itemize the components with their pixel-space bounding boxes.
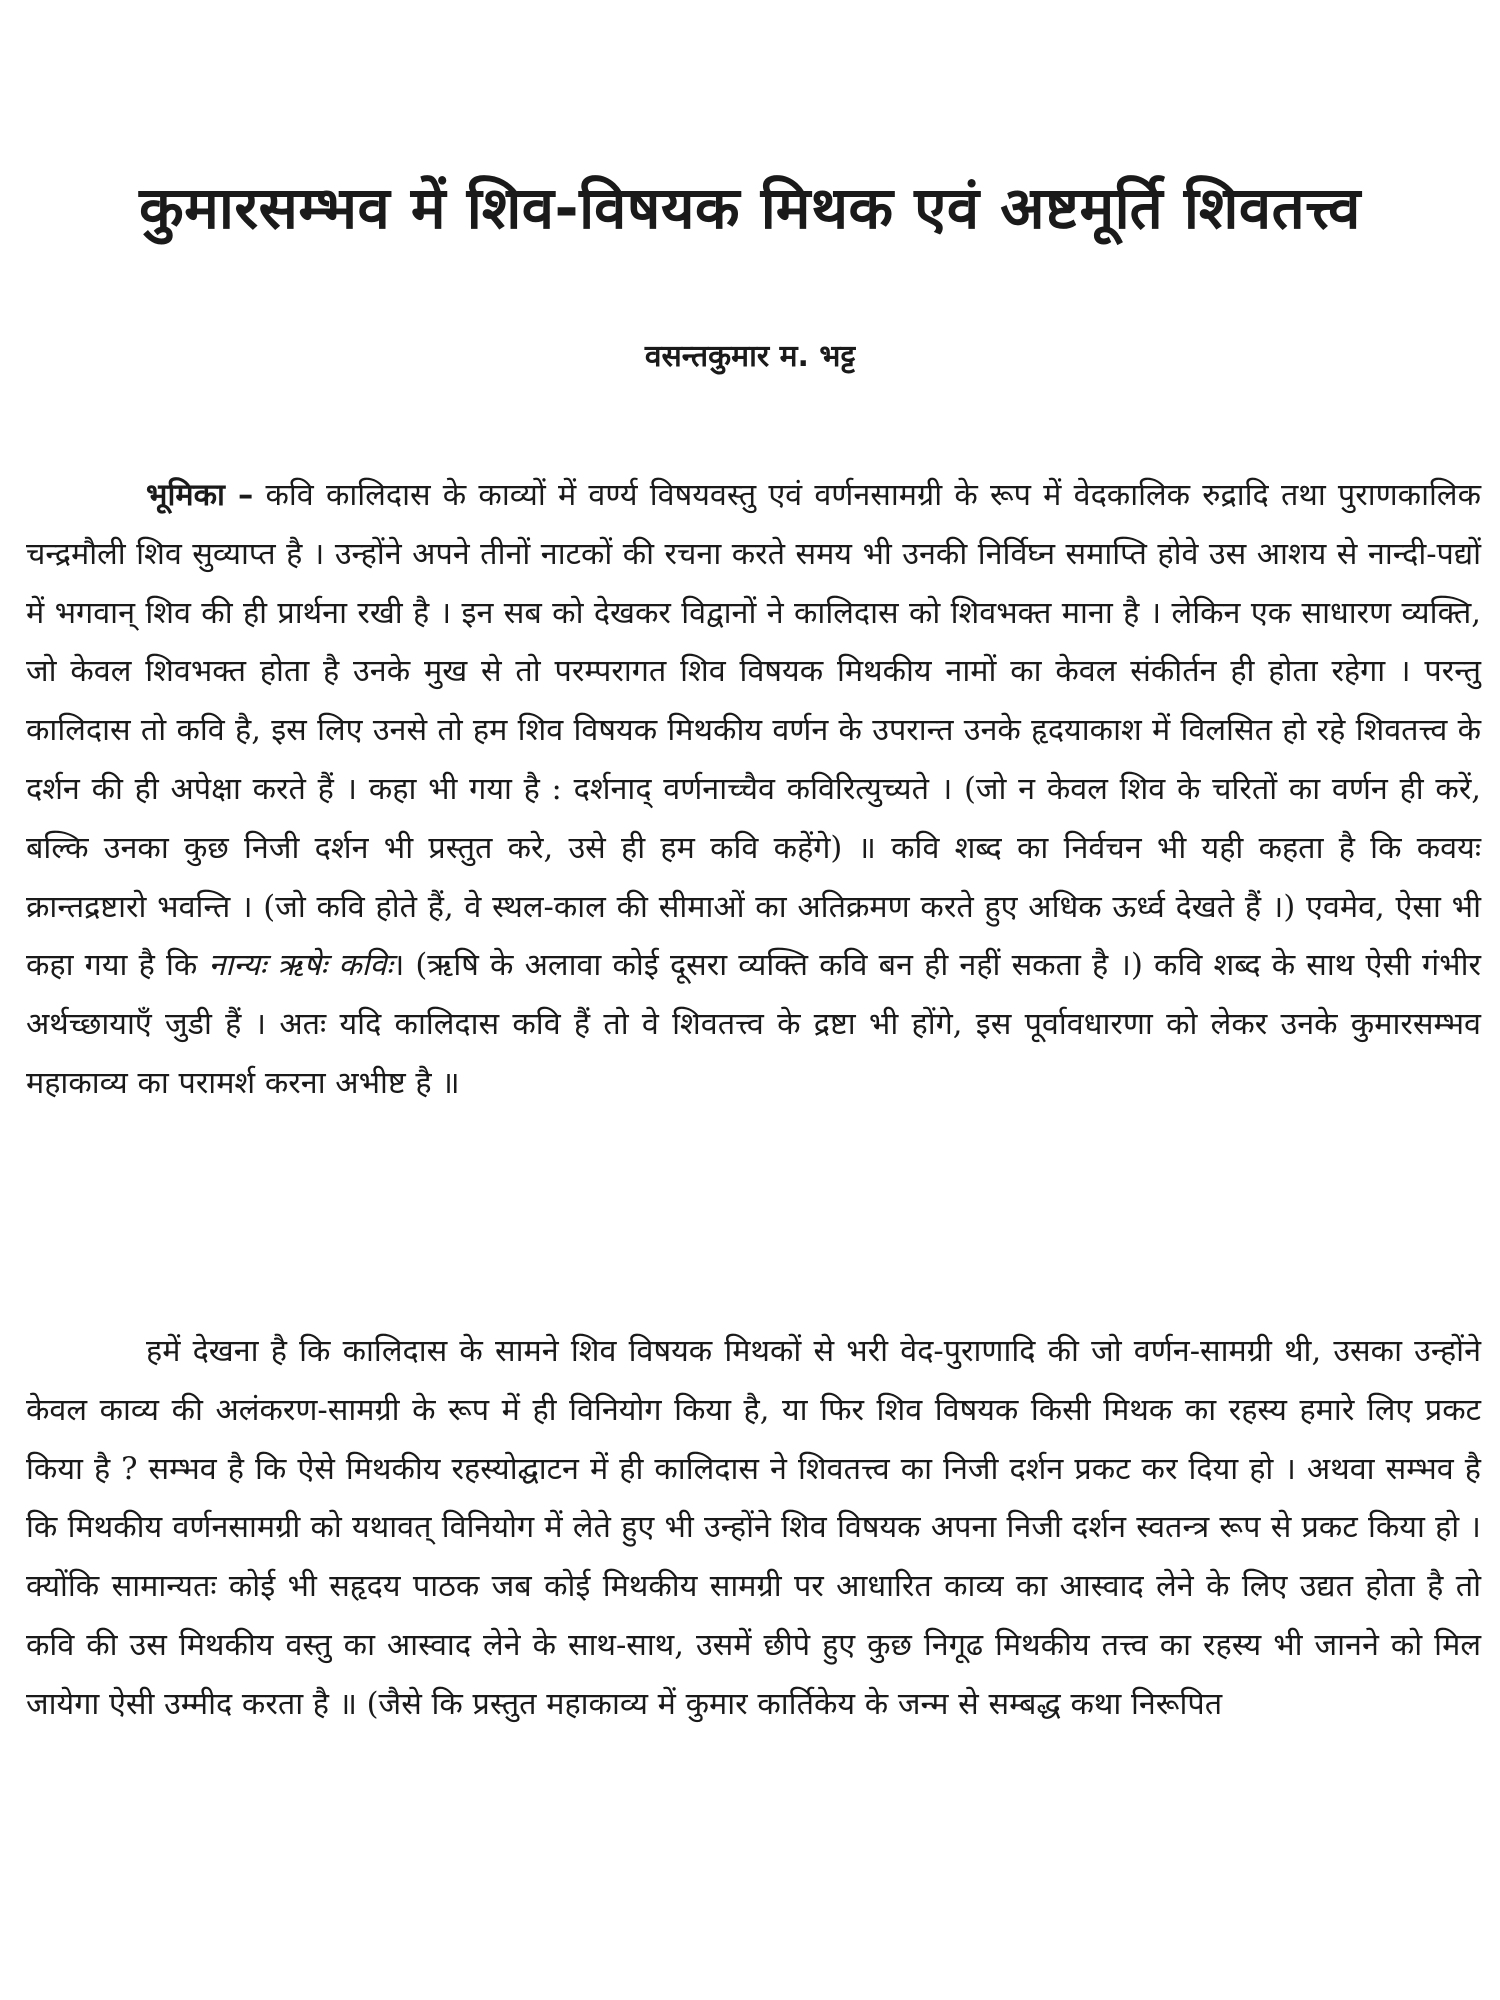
paragraph-text: कवि कालिदास के काव्यों में वर्ण्य विषयवस्तु एवं वर्णनसामग्री के रूप में वेदकालिक रुद्रादि तथा पुराणकालिक चन्द्रमौली शिव सुव्याप्त है । उन्होंने अपने तीनों नाटकों की रचना करते समय भी उनकी निर्विघ्न समाप्ति होवे उस आशय से नान्दी-पद्यों में भगवान् शिव की ही प्रार्थना रखी है । इन सब को देखकर विद्वानों ने कालिदास को शिवभक्त माना है । लेकिन एक साधारण व्यक्ति, जो केवल शिवभक्त होता है उनके मुख से तो परम्परागत शिव विषयक मिथकीय नामों का केवल संकीर्तन ही होता रहेगा । परन्तु कालिदास तो कवि है, इस लिए उनसे तो हम शिव विषयक मिथकीय वर्णन के उपरान्त उनके हृदयाकाश में विलसित हो रहे शिवतत्त्व के दर्शन की ही अपेक्षा करते हैं । कहा भी गया है : दर्शनाद् वर्णनाच्चैव कविरित्युच्यते । (जो न केवल शिव के चरितों का वर्णन ही करें, बल्कि उनका कुछ निजी दर्शन भी प्रस्तुत करे, उसे ही हम कवि कहेंगे) ॥ कवि शब्द का निर्वचन भी यही कहता है कि कवयः क्रान्तद्रष्टारो भवन्ति । (जो कवि होते हैं, वे स्थल-काल की सीमाओं का अतिक्रमण करते हुए अधिक ऊर्ध्व देखते हैं ।) एवमेव, ऐसा भी कहा गया है कि <box>26 478 1481 984</box>
author-name: वसन्तकुमार म. भट्ट <box>644 339 856 374</box>
italic-quote: नान्यः ऋषेः कविः <box>208 948 393 984</box>
section-lead-label: भूमिका – <box>146 478 254 513</box>
paragraph-introduction <box>26 467 1481 1114</box>
paragraph-body: हमें देखना है कि कालिदास के सामने शिव विषयक मिथकों से भरी वेद-पुराणादि की जो वर्णन-सामग्री थी, उसका उन्होंने केवल काव्य की अलंकरण-सामग्री के रूप में ही विनियोग किया है, या फिर शिव विषयक किसी मिथक का रहस्य हमारे लिए प्रकट किया है ? सम्भव है कि ऐसे मिथकीय रहस्योद्घाटन में ही कालिदास ने शिवतत्त्व का निजी दर्शन प्रकट कर दिया हो । अथवा सम्भव है कि मिथकीय वर्णनसामग्री को यथावत् विनियोग में लेते हुए भी उन्होंने शिव विषयक अपना निजी दर्शन स्वतन्त्र रूप से प्रकट किया हो । क्योंकि सामान्यतः कोई भी सहृदय पाठक जब कोई मिथकीय सामग्री पर आधारित काव्य का आस्वाद लेने के लिए उद्यत होता है तो कवि की उस मिथकीय वस्तु का आस्वाद लेने के साथ-साथ, उसमें छीपे हुए कुछ निगूढ मिथकीय तत्त्व का रहस्य भी जानने को मिल जायेगा ऐसी उम्मीद करता है ॥ (जैसे कि प्रस्तुत महाकाव्य में कुमार कार्तिकेय के जन्म से सम्बद्ध कथा निरूपित <box>26 1334 1481 1722</box>
paragraph-text: । (ऋषि के अलावा कोई दूसरा व्यक्ति कवि बन ही नहीं सकता है ।) कवि शब्द के साथ ऐसी गंभीर अर्थच्छायाएँ जुडी हैं । अतः यदि कालिदास कवि हैं तो वे शिवतत्त्व के द्रष्टा भी होंगे, इस पूर्वावधारणा को लेकर उनके कुमारसम्भव महाकाव्य का परामर्श करना अभीष्ट है ॥ <box>26 948 1481 1101</box>
page-title: कुमारसम्भव में शिव-विषयक मिथक एवं अष्टमूर्ति शिवतत्त्व <box>139 174 1361 242</box>
